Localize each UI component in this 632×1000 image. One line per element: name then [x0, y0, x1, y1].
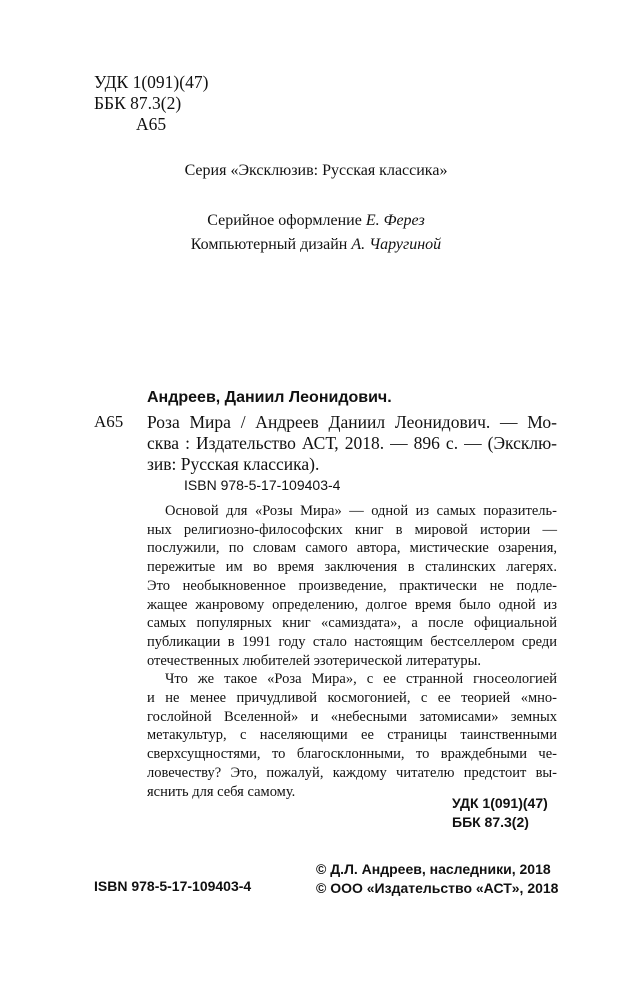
abstract-line: гослойной Вселенной» и «небесными затомисами» земных — [147, 708, 557, 725]
credit-label: Компьютерный дизайн — [190, 236, 348, 253]
bibliographic-description — [147, 412, 557, 475]
series-line: Серия «Эксклюзив: Русская классика» — [184, 162, 448, 179]
abstract-line: Основой для «Розы Мира» — одной из самых поразитель- — [165, 503, 557, 519]
abstract-line: ных религиозно-философских книг в мировой истории — — [147, 521, 557, 538]
footer-udk: УДК 1(091)(47) — [452, 795, 548, 811]
abstract-line: жащее жанровому определению, долгое время было одной из — [147, 596, 557, 613]
udk-code: УДК 1(091)(47) — [94, 72, 209, 92]
credit-design — [0, 212, 632, 230]
isbn-entry: ISBN 978-5-17-109403-4 — [184, 477, 341, 493]
copyright-block — [316, 860, 558, 898]
abstract-line: ловечеству? Это, пожалуй, каждому читателю предстоит вы- — [147, 764, 557, 781]
footer-isbn: ISBN 978-5-17-109403-4 — [94, 878, 252, 894]
abstract — [147, 502, 557, 801]
abstract-line: метакультур, с населяющими ее страницы таинственными — [147, 727, 557, 744]
classification-codes — [94, 72, 208, 135]
author-sign: А65 — [136, 114, 167, 134]
copyright-line: © ООО «Издательство «АСТ», 2018 — [316, 880, 559, 896]
abstract-line: самых популярных книг «самиздата», а после официальной — [147, 615, 557, 632]
abstract-line: Что же такое «Роза Мира», с ее странной гносеологией — [165, 671, 557, 688]
abstract-line: послужили, по словам самого автора, мистические озарения, — [147, 540, 557, 557]
abstract-line: сверхсущностями, то благосклонными, то враждебными че- — [147, 746, 557, 763]
abstract-line: и не менее причудливой космогонией, с ее теорией «мно- — [147, 690, 557, 707]
rubric-code: А65 — [94, 412, 124, 431]
description-line: зив: Русская классика). — [147, 454, 320, 474]
credit-name: Е. Ферез — [365, 212, 425, 229]
footer-bbk: ББК 87.3(2) — [452, 813, 529, 830]
copyright-line: © Д.Л. Андреев, наследники, 2018 — [316, 861, 551, 877]
bbk-code: ББК 87.3(2) — [94, 93, 182, 113]
credit-computer-design — [0, 236, 632, 254]
abstract-line: публикации в 1991 году стало настоящим бестселлером среди — [147, 633, 557, 650]
abstract-line: пережитые им во время заключения в сталинских лагерях. — [147, 559, 557, 576]
abstract-paragraph — [147, 670, 557, 801]
abstract-paragraph — [147, 502, 557, 670]
author-heading: Андреев, Даниил Леонидович. — [147, 389, 392, 406]
footer-codes — [452, 794, 548, 831]
credit-name: А. Чаругиной — [351, 236, 442, 253]
credit-label: Серийное оформление — [207, 212, 362, 229]
description-line: Роза Мира / Андреев Даниил Леонидович. — Мо- — [147, 412, 557, 432]
abstract-line: отечественных любителей эзотерической литературы. — [147, 652, 481, 669]
abstract-line: Это необыкновенное произведение, практически не подле- — [147, 577, 557, 594]
description-line: сква : Издательство АСТ, 2018. — 896 с. — (Эксклю- — [147, 433, 557, 453]
abstract-line: яснить для себя самому. — [147, 783, 296, 800]
